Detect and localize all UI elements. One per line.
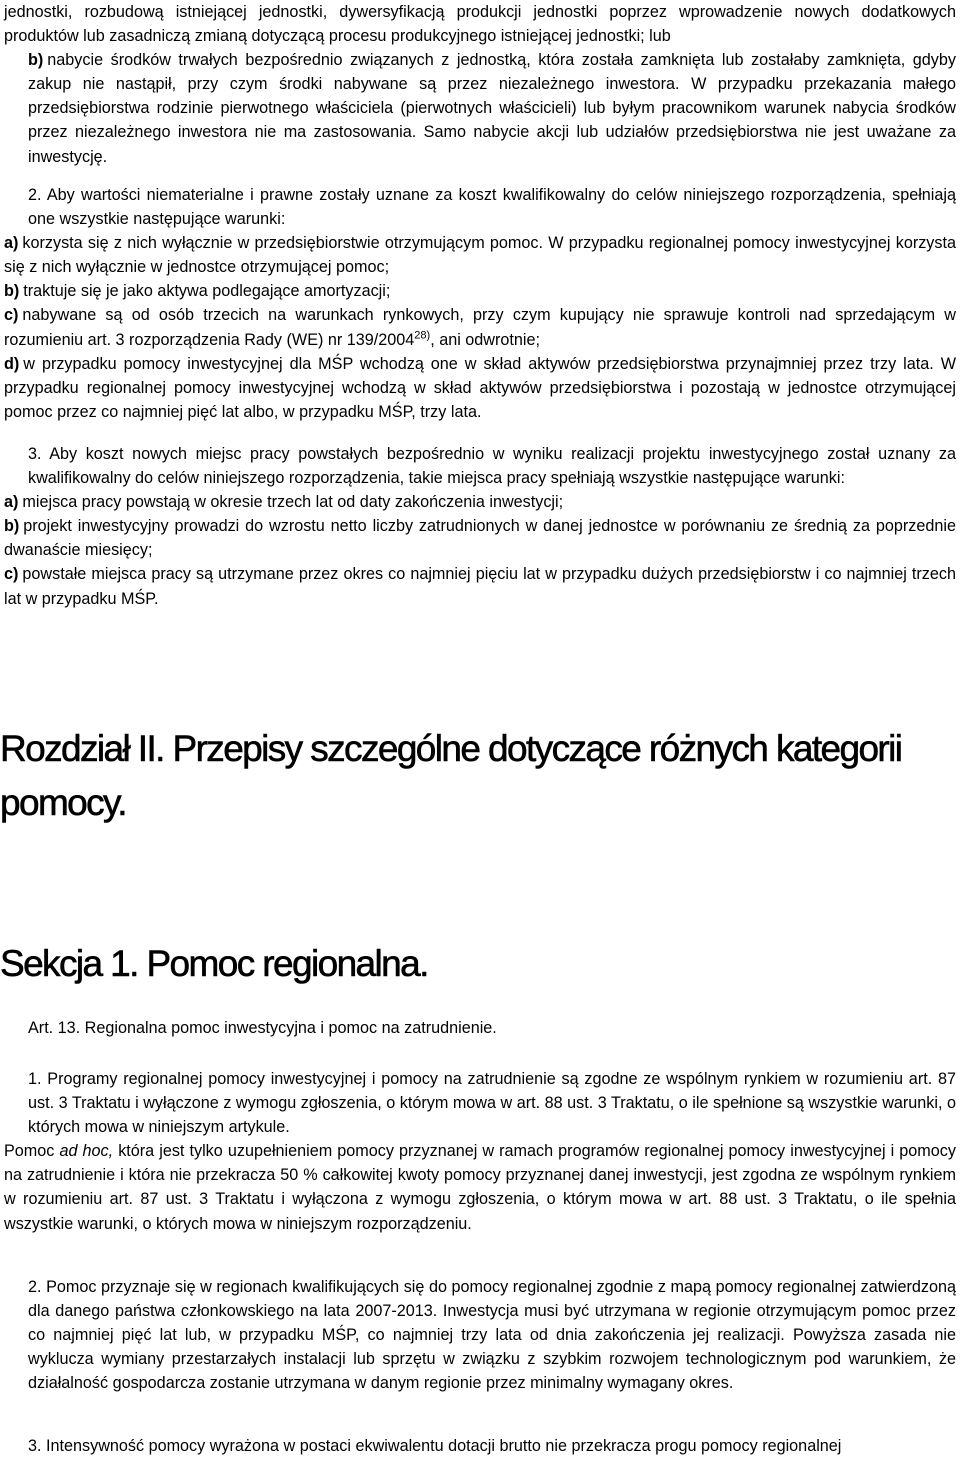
footnote-ref: 28) [414,329,431,342]
paragraph-intro: 3. Aby koszt nowych miejsc pracy powstałych bezpośrednio w wyniku realizacji projektu inwestycyjnego został uznany za kwalifikowalny do celów niniejszego rozporządzenia, takie miejsca pracy spełniają wszystkie następujące warunki: [28,445,956,488]
item-text: powstałe miejsca pracy są utrzymane przez okres co najmniej pięciu lat w przypadku dużych przedsiębiorstw i co najmniej trzech lat w przypadku MŚP. [4,565,956,608]
item-label: d) [4,354,20,373]
item-text: nabycie środków trwałych bezpośrednio związanych z jednostką, która została zamknięta lub zostałaby zamknięta, gdyby zakup nie nastąpił, przy czym środki nabywane są przez niezależnego inwestora. W przypadku przekazania małego przedsiębiorstwa rodzinie pierwotnego właściciela (pierwotnych właścicieli) lub byłym pracownikom warunek nabycia środków przez niezależnego inwestora nie ma zastosowania. Samo nabycie akcji lub udziałów przedsiębiorstwa nie jest uważane za inwestycję. [28,51,956,166]
article-paragraph-1: 1. Programy regionalnej pomocy inwestycyjnej i pomocy na zatrudnienie są zgodne ze wspólnym rynkiem w rozumieniu art. 87 ust. 3 Traktatu i wyłączone z wymogu zgłoszenia, o którym mowa w art. 88 ust. 3 Traktatu, o ile spełnione są wszystkie warunki, o których mowa w niniejszym artykule. [28,1070,956,1137]
paragraph-block-1 [4,0,956,169]
article-13-body-2 [4,1275,956,1395]
item-label: c) [4,565,19,584]
list-item-c [4,562,956,610]
list-item-b [4,48,956,168]
list-item-a [4,231,956,279]
section-heading: Sekcja 1. Pomoc regionalna. [0,943,428,984]
item-label: b) [28,51,44,70]
item-text: projekt inwestycyjny prowadzi do wzrostu netto liczby zatrudnionych w danej jednostce w porównaniu ze średnią za poprzednie dwanaście miesięcy; [4,517,956,560]
paragraph-block-3 [4,442,956,611]
list-item-b [4,514,956,562]
item-text-end: , ani odwrotnie; [430,330,540,349]
article-paragraph-2: 2. Pomoc przyznaje się w regionach kwalifikujących się do pomocy regionalnej zgodnie z mapą pomocy regionalnej zatwierdzoną dla danego państwa członkowskiego na lata 2007-2013. Inwestycja musi być utrzymana w regionie otrzymującym pomoc przez co najmniej pięć lat lub, w przypadku MŚP, co najmniej trzy lata od dnia zakończenia jej realizacji. Powyższa zasada nie wyklucza wymiany przestarzałych instalacji lub sprzętu w związku z szybkim rozwojem technologicznym pod warunkiem, że działalność gospodarcza zostanie utrzymana w danym regionie przez minimalny wymagany okres. [28,1278,956,1393]
item-text: w przypadku pomocy inwestycyjnej dla MŚP wchodzą one w skład aktywów przedsiębiorstwa przynajmniej przez trzy lata. W przypadku regionalnej pomocy inwestycyjnej wchodzą w skład aktywów przedsiębiorstwa i pozostają w jednostce otrzymującej pomoc przez co najmniej pięć lat albo, w przypadku MŚP, trzy lata. [4,354,956,421]
text-rest: która jest tylko uzupełnieniem pomocy przyznanej w ramach programów regionalnej pomocy inwestycyjnej i pomocy na zatrudnienie i która nie przekracza 50 % całkowitej kwoty pomocy przyznanej danej inwestycji, jest zgodna ze wspólnym rynkiem w rozumieniu art. 87 ust. 3 Traktatu i wyłączona z wymogu zgłoszenia, o którym mowa w art. 88 ust. 3 Traktatu, o ile spełnia wszystkie warunki, o których mowa w niniejszym rozporządzeniu. [4,1142,956,1233]
item-label: a) [4,493,19,512]
article-paragraph-1b [4,1139,956,1235]
text-lead: Pomoc [4,1142,60,1161]
list-item-d [4,352,956,424]
article-paragraph-3: 3. Intensywność pomocy wyrażona w postaci ekwiwalentu dotacji brutto nie przekracza progu pomocy regionalnej [28,1437,842,1455]
paragraph-continuation: jednostki, rozbudową istniejącej jednostki, dywersyfikacją produkcji jednostki poprzez wprowadzenie nowych dodatkowych produktów lub zasadniczą zmianą dotyczącą procesu produkcyjnego istniejącej jednostki; lub [4,3,956,46]
list-item-c [4,303,956,351]
paragraph-intro: 2. Aby wartości niematerialne i prawne zostały uznane za koszt kwalifikowalny do celów niniejszego rozporządzenia, spełniają one wszystkie następujące warunki: [28,186,956,229]
item-text: nabywane są od osób trzecich na warunkach rynkowych, przy czym kupujący nie sprawuje kontroli nad sprzedającym w rozumieniu art. 3 rozporządzenia Rady (WE) nr 139/2004 [4,306,956,349]
article-13-body-3 [4,1434,956,1458]
article-title-block [28,1016,928,1040]
item-text: traktuje się je jako aktywa podlegające amortyzacji; [23,282,391,301]
list-item-a [4,490,956,514]
chapter-heading: Rozdział II. Przepisy szczególne dotyczące różnych kategorii pomocy. [0,728,902,823]
paragraph-block-2 [4,183,956,424]
list-item-b [4,279,956,303]
item-label: a) [4,234,19,253]
item-label: b) [4,517,20,536]
article-title: Art. 13. Regionalna pomoc inwestycyjna i pomoc na zatrudnienie. [28,1019,497,1037]
item-label: b) [4,282,20,301]
article-13-body [4,1067,956,1236]
item-text: miejsca pracy powstają w okresie trzech lat od daty zakończenia inwestycji; [22,493,564,512]
text-italic: ad hoc, [59,1142,114,1161]
item-label: c) [4,306,19,325]
item-text: korzysta się z nich wyłącznie w przedsiębiorstwie otrzymującym pomoc. W przypadku regionalnej pomocy inwestycyjnej korzysta się z nich wyłącznie w jednostce otrzymującej pomoc; [4,234,956,277]
